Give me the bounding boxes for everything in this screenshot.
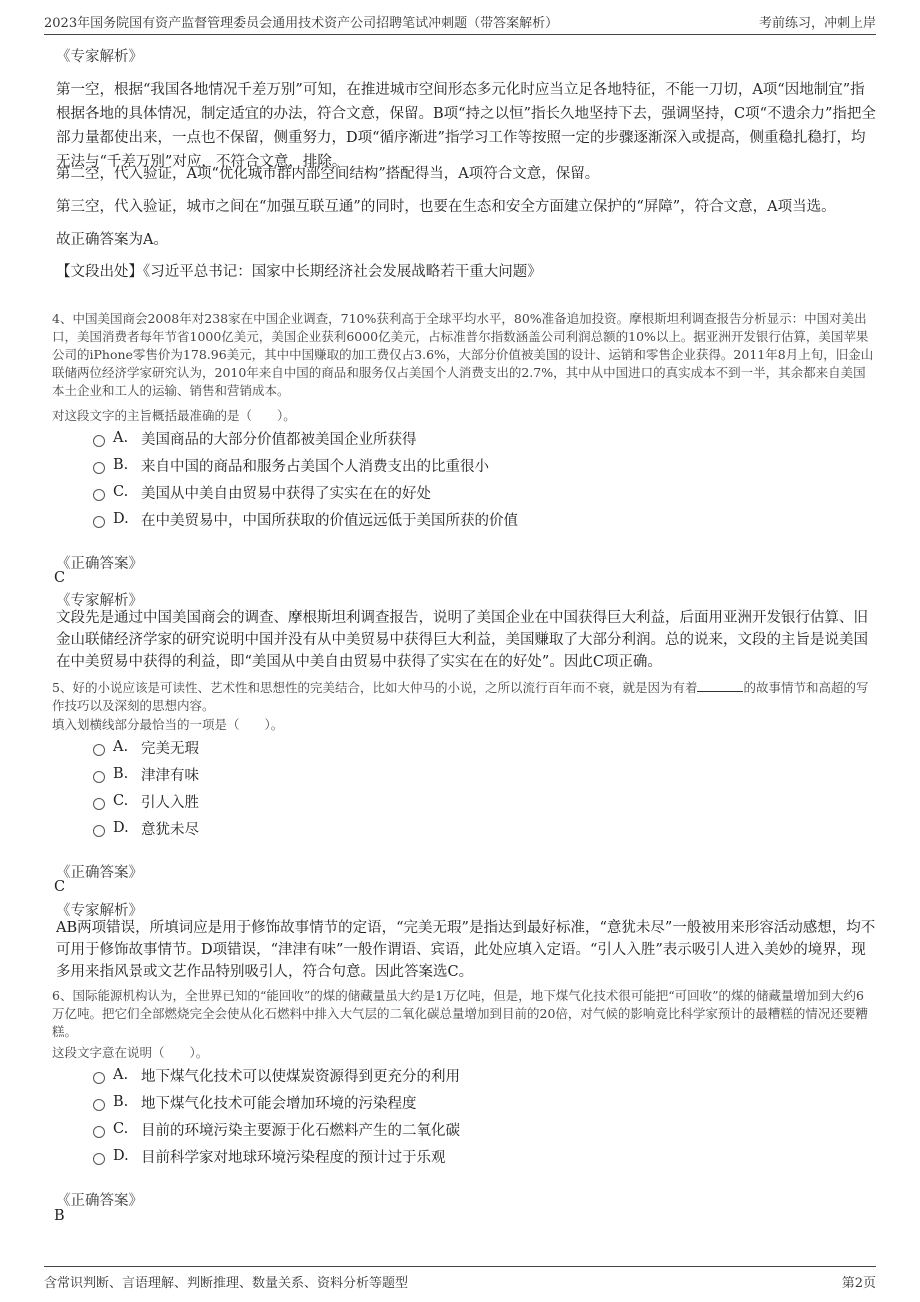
radio-button[interactable] xyxy=(93,1153,105,1165)
option-letter: D. xyxy=(113,511,129,527)
option-text: 引人入胜 xyxy=(141,794,199,811)
option-letter: C. xyxy=(113,793,129,809)
q4-option-b[interactable] xyxy=(93,454,489,476)
option-text: 意犹未尽 xyxy=(141,821,199,838)
radio-button[interactable] xyxy=(93,1126,105,1138)
radio-button[interactable] xyxy=(93,1072,105,1084)
option-text: 来自中国的商品和服务占美国个人消费支出的比重很小 xyxy=(141,458,489,475)
q4-option-d[interactable] xyxy=(93,508,518,530)
option-letter: B. xyxy=(113,766,129,782)
option-text: 美国从中美自由贸易中获得了实实在在的好处 xyxy=(141,485,431,502)
q5-analysis: AB两项错误，所填词应是用于修饰故事情节的定语，“完美无瑕”是指达到最好标准，“意犹未尽”一般被用来形容活动感想，均不可用于修饰故事情节。D项错误，“津津有味”一般作谓语、宾语，此处应填入定语。“引人入胜”表示吸引人进入美妙的境界，现多用来指风景或文艺作品特别吸引人，符合句意。因此答案选C。 xyxy=(56,920,876,980)
radio-button[interactable] xyxy=(93,771,105,783)
q4-stem: 4、中国美国商会2008年对238家在中国企业调查，710%获利高于全球平均水平，80%准备追加投资。摩根斯坦利调查报告分析显示：中国对美出口，美国消费者每年节省1000亿美元，美国企业获利6000亿美元，占标准普尔指数涵盖公司利润总额的10%以上。据亚洲开发银行估算，美国苹果公司的iPhone零售价为178.96美元，其中中国赚取的加工费仅占3.6%，大部分价值被美国的设计、运销和零售企业获得。2011年8月上旬，旧金山联储两位经济学家研究认为，2010年来自中国的商品和服务仅占美国个人消费支出的2.7%，其中从中国进口的真实成本不到一半，其余都来自美国本土企业和工人的运输、销售和营销成本。 xyxy=(52,311,874,398)
q3-analysis-paragraph-2: 第二空，代入验证，A项“优化城市群内部空间结构”搭配得当，A项符合文意，保留。 xyxy=(56,166,600,182)
q5-option-c[interactable] xyxy=(93,790,199,812)
page-footer xyxy=(44,1266,876,1293)
radio-button[interactable] xyxy=(93,516,105,528)
radio-button[interactable] xyxy=(93,489,105,501)
q4-analysis-tag: 《专家解析》 xyxy=(56,593,143,609)
fill-blank xyxy=(697,677,743,692)
option-letter: C. xyxy=(113,1121,129,1137)
q4-analysis: 文段先是通过中国美国商会的调查、摩根斯坦利调查报告，说明了美国企业在中国获得巨大利益，后面用亚洲开发银行估算、旧金山联储经济学家的研究说明中国并没有从中美贸易中获得巨大利益，美国赚取了大部分利润。总的说来，文段的主旨是说美国在中美贸易中获得的利益，即“美国从中美自由贸易中获得了实实在在的好处”。因此C项正确。 xyxy=(56,610,868,670)
option-text: 目前科学家对地球环境污染程度的预计过于乐观 xyxy=(141,1149,446,1166)
q5-answer: C xyxy=(54,879,66,895)
option-letter: B. xyxy=(113,457,129,473)
option-letter: A. xyxy=(113,1067,129,1083)
q5-prompt: 填入划横线部分最恰当的一项是（ ）。 xyxy=(52,717,284,732)
option-letter: A. xyxy=(113,430,129,446)
q4-answer-tag: 《正确答案》 xyxy=(56,556,143,572)
q5-stem-after: 的故事情节和高超的写作技巧以及深刻的思想内容。 xyxy=(52,680,869,713)
option-text: 津津有味 xyxy=(141,767,199,784)
q5-analysis-tag: 《专家解析》 xyxy=(56,903,143,919)
option-text: 美国商品的大部分价值都被美国企业所获得 xyxy=(141,431,417,448)
option-text: 完美无瑕 xyxy=(141,740,199,757)
option-letter: C. xyxy=(113,484,129,500)
option-letter: D. xyxy=(113,1148,129,1164)
q4-option-a[interactable] xyxy=(93,427,417,449)
page-number: 第2页 xyxy=(841,1276,876,1291)
q3-analysis-paragraph-3: 第三空，代入验证，城市之间在“加强互联互通”的同时，也要在生态和安全方面建立保护的“屏障”，符合文意，A项当选。 xyxy=(56,199,836,215)
q5-stem xyxy=(52,677,876,715)
q6-option-d[interactable] xyxy=(93,1145,446,1167)
q3-analysis-paragraph-1: 第一空，根据“我国各地情况千差万别”可知，在推进城市空间形态多元化时应当立足各地特征，不能一刀切，A项“因地制宜”指根据各地的具体情况，制定适宜的办法，符合文意，保留。B项“持之以恒”指长久地坚持下去，强调坚持，C项“不遗余力”指把全部力量都使出来，一点也不保留，侧重努力，D项“循序渐进”指学习工作等按照一定的步骤逐渐深入或提高，侧重稳扎稳打，均无法与“千差万别”对应，不符合文意，排除。 xyxy=(56,82,876,170)
q6-answer: B xyxy=(54,1208,65,1224)
q6-answer-tag: 《正确答案》 xyxy=(56,1193,143,1209)
option-text: 地下煤气化技术可以使煤炭资源得到更充分的利用 xyxy=(141,1068,460,1085)
option-letter: B. xyxy=(113,1094,129,1110)
q6-option-a[interactable] xyxy=(93,1064,460,1086)
footer-topics: 含常识判断、言语理解、判断推理、数量关系、资料分析等题型 xyxy=(44,1276,409,1291)
option-letter: D. xyxy=(113,820,129,836)
q6-stem: 6、国际能源机构认为，全世界已知的“能回收”的煤的储藏量虽大约是1万亿吨，但是，地下煤气化技术很可能把“可回收”的煤的储藏量增加到大约6万亿吨。把它们全部燃烧完全会使从化石燃料中排入大气层的二氧化碳总量增加到目前的20倍，对气候的影响竟比科学家预计的最糟糕的情况还要糟糕。 xyxy=(52,988,868,1039)
option-letter: A. xyxy=(113,739,129,755)
q6-prompt: 这段文字意在说明（ ）。 xyxy=(52,1045,209,1060)
option-text: 地下煤气化技术可能会增加环境的污染程度 xyxy=(141,1095,417,1112)
page-header xyxy=(44,12,876,35)
q3-source: 【文段出处】《习近平总书记：国家中长期经济社会发展战略若干重大问题》 xyxy=(56,264,542,280)
radio-button[interactable] xyxy=(93,1099,105,1111)
radio-button[interactable] xyxy=(93,825,105,837)
q5-option-b[interactable] xyxy=(93,763,199,785)
option-text: 在中美贸易中，中国所获取的价值远远低于美国所获的价值 xyxy=(141,512,518,529)
q5-stem-before: 5、好的小说应该是可读性、艺术性和思想性的完美结合，比如大仲马的小说，之所以流行百年而不衰，就是因为有着 xyxy=(52,680,698,695)
q5-answer-tag: 《正确答案》 xyxy=(56,865,143,881)
radio-button[interactable] xyxy=(93,435,105,447)
header-slogan: 考前练习，冲刺上岸 xyxy=(758,16,876,31)
q5-option-d[interactable] xyxy=(93,817,199,839)
q4-option-c[interactable] xyxy=(93,481,431,503)
document-title: 2023年国务院国有资产监督管理委员会通用技术资产公司招聘笔试冲刺题（带答案解析） xyxy=(44,16,559,31)
radio-button[interactable] xyxy=(93,798,105,810)
q3-analysis-tag: 《专家解析》 xyxy=(56,49,143,65)
q3-conclusion: 故正确答案为A。 xyxy=(56,232,168,248)
q6-option-b[interactable] xyxy=(93,1091,417,1113)
radio-button[interactable] xyxy=(93,462,105,474)
q4-answer: C xyxy=(54,570,66,586)
radio-button[interactable] xyxy=(93,744,105,756)
option-text: 目前的环境污染主要源于化石燃料产生的二氧化碳 xyxy=(141,1122,460,1139)
q6-option-c[interactable] xyxy=(93,1118,460,1140)
q5-option-a[interactable] xyxy=(93,736,199,758)
q4-prompt: 对这段文字的主旨概括最准确的是（ ）。 xyxy=(52,408,296,423)
